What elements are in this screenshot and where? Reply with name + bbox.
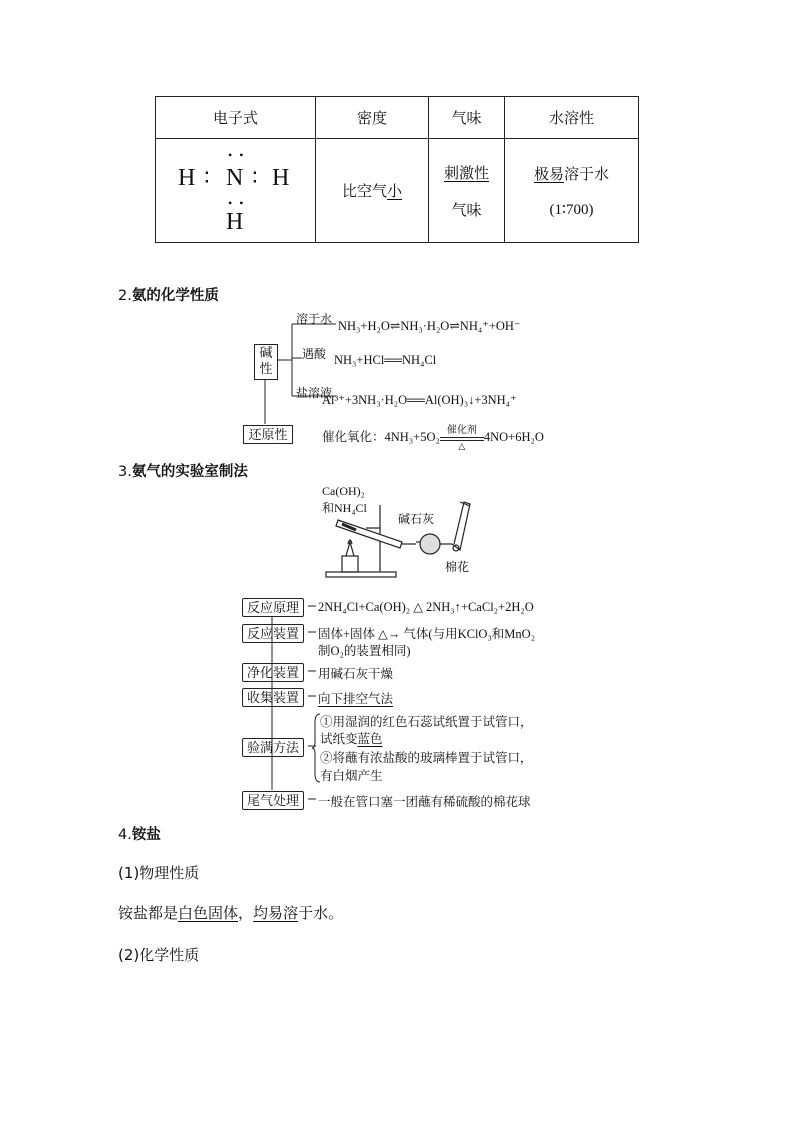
eq-salt: Al³⁺+3NH₃·H₂O══Al(OH)₃↓+3NH₄⁺ bbox=[322, 393, 517, 407]
header-solubility: 水溶性 bbox=[505, 97, 639, 139]
phys-text-start: 铵盐都是 bbox=[118, 904, 179, 922]
solubility-underlined: 极易 bbox=[533, 164, 564, 183]
branch-acid-label: 遇酸 bbox=[302, 347, 327, 361]
header-odor: 气味 bbox=[429, 97, 505, 139]
electron-formula-cell bbox=[156, 139, 316, 243]
reagent-line2: 和NH₄Cl bbox=[322, 501, 367, 515]
phys-text-mid: ， bbox=[238, 904, 254, 922]
ammonia-properties-table bbox=[155, 96, 639, 243]
flow-check-text2-prefix: 试纸变 bbox=[320, 732, 358, 746]
eq-oxidation-suffix: 4NO+6H₂O bbox=[483, 430, 544, 444]
section2-heading bbox=[118, 284, 219, 305]
flow-check-box: 验满方法 bbox=[242, 738, 304, 757]
flow-check-text3: ②将蘸有浓盐酸的玻璃棒置于试管口， bbox=[320, 751, 533, 765]
section4-title: 铵盐 bbox=[131, 827, 161, 843]
phys-prop-title: (1)物理性质 bbox=[118, 864, 200, 882]
branch-salt-label: 盐溶液 bbox=[296, 386, 333, 400]
odor-line1: 刺激性 bbox=[443, 163, 489, 182]
flow-purify-box: 净化装置 bbox=[242, 663, 304, 682]
section3-num: 3. bbox=[118, 464, 132, 480]
catalyst-label: 催化剂 bbox=[446, 425, 477, 436]
section4-num: 4. bbox=[118, 827, 132, 843]
section2-num: 2. bbox=[118, 288, 132, 304]
h-right: H bbox=[272, 164, 290, 191]
phys-prop-text bbox=[118, 902, 343, 923]
flow-check-text2 bbox=[320, 729, 383, 747]
flow-tail-text: 一般在管口塞一团蘸有稀硫酸的棉花球 bbox=[318, 795, 531, 809]
cotton-label: 棉花 bbox=[445, 560, 470, 574]
h-bottom: H bbox=[226, 208, 244, 235]
eq-acid: NH₃+HCl══NH₄Cl bbox=[334, 353, 437, 367]
density-text: 比空气 bbox=[341, 182, 387, 200]
flow-apparatus-text2: 制O₂的装置相同) bbox=[318, 644, 411, 658]
flow-tail-box: 尾气处理 bbox=[242, 791, 304, 810]
flow-check-text2-u: 蓝色 bbox=[357, 732, 383, 746]
heat-label: △ bbox=[458, 441, 466, 451]
flow-principle-box: 反应原理 bbox=[242, 598, 304, 617]
soda-lime-label: 碱石灰 bbox=[398, 512, 435, 526]
sep-left: ∶ bbox=[204, 164, 210, 190]
header-density: 密度 bbox=[316, 97, 429, 139]
reducing-label: 还原性 bbox=[248, 427, 288, 442]
odor-cell bbox=[429, 139, 505, 243]
section3-heading bbox=[118, 460, 248, 481]
eq-dissolve: NH₃+H₂O⇌NH₃·H₂O⇌NH₄⁺+OH⁻ bbox=[338, 319, 521, 333]
solubility-ratio: (1∶700) bbox=[549, 201, 594, 218]
flow-collect-text: 向下排空气法 bbox=[318, 692, 394, 706]
dots-top: • • bbox=[228, 147, 246, 162]
flow-purify-text: 用碱石灰干燥 bbox=[318, 667, 394, 681]
chem-prop-title: (2)化学性质 bbox=[118, 946, 200, 964]
n-center: N bbox=[226, 164, 244, 191]
section3-title: 氨气的实验室制法 bbox=[131, 464, 248, 480]
flow-collect-box: 收集装置 bbox=[242, 688, 304, 707]
solubility-cell bbox=[505, 139, 639, 243]
flow-apparatus-box: 反应装置 bbox=[242, 624, 304, 643]
phys-text-end: 于水。 bbox=[298, 904, 344, 922]
density-cell bbox=[316, 139, 429, 243]
branch-dissolve-label: 溶于水 bbox=[296, 312, 333, 326]
density-underlined: 小 bbox=[387, 182, 403, 200]
sep-right: ∶ bbox=[252, 164, 258, 190]
flow-check-text1: ①用湿润的红色石蕊试纸置于试管口， bbox=[320, 715, 533, 729]
odor-line2: 气味 bbox=[451, 200, 482, 219]
section4-heading bbox=[118, 823, 161, 844]
flow-check-text4: 有白烟产生 bbox=[320, 769, 383, 783]
eq-oxidation-prefix: 催化氧化：4NH₃+5O₂ bbox=[322, 430, 440, 444]
phys-text-u1: 白色固体 bbox=[178, 904, 239, 922]
basicity-label: 碱性 bbox=[259, 345, 273, 376]
reagent-line1: Ca(OH)₂ bbox=[322, 484, 365, 498]
header-electron-formula: 电子式 bbox=[156, 97, 316, 139]
dots-bottom: • • bbox=[228, 195, 246, 210]
eq-oxidation bbox=[322, 425, 544, 451]
reducing-box bbox=[243, 425, 293, 444]
solubility-text: 溶于水 bbox=[564, 164, 610, 183]
flow-principle-text: 2NH₄Cl+Ca(OH)₂ △ 2NH₃↑+CaCl₂+2H₂O bbox=[318, 600, 534, 614]
section2-title: 氨的化学性质 bbox=[131, 288, 219, 304]
h-left: H bbox=[178, 164, 196, 191]
phys-text-u2: 均易溶 bbox=[253, 904, 299, 922]
basicity-box bbox=[254, 344, 278, 380]
flow-apparatus-text: 固体+固体 △→ 气体(与用KClO₃和MnO₂ bbox=[318, 627, 536, 641]
